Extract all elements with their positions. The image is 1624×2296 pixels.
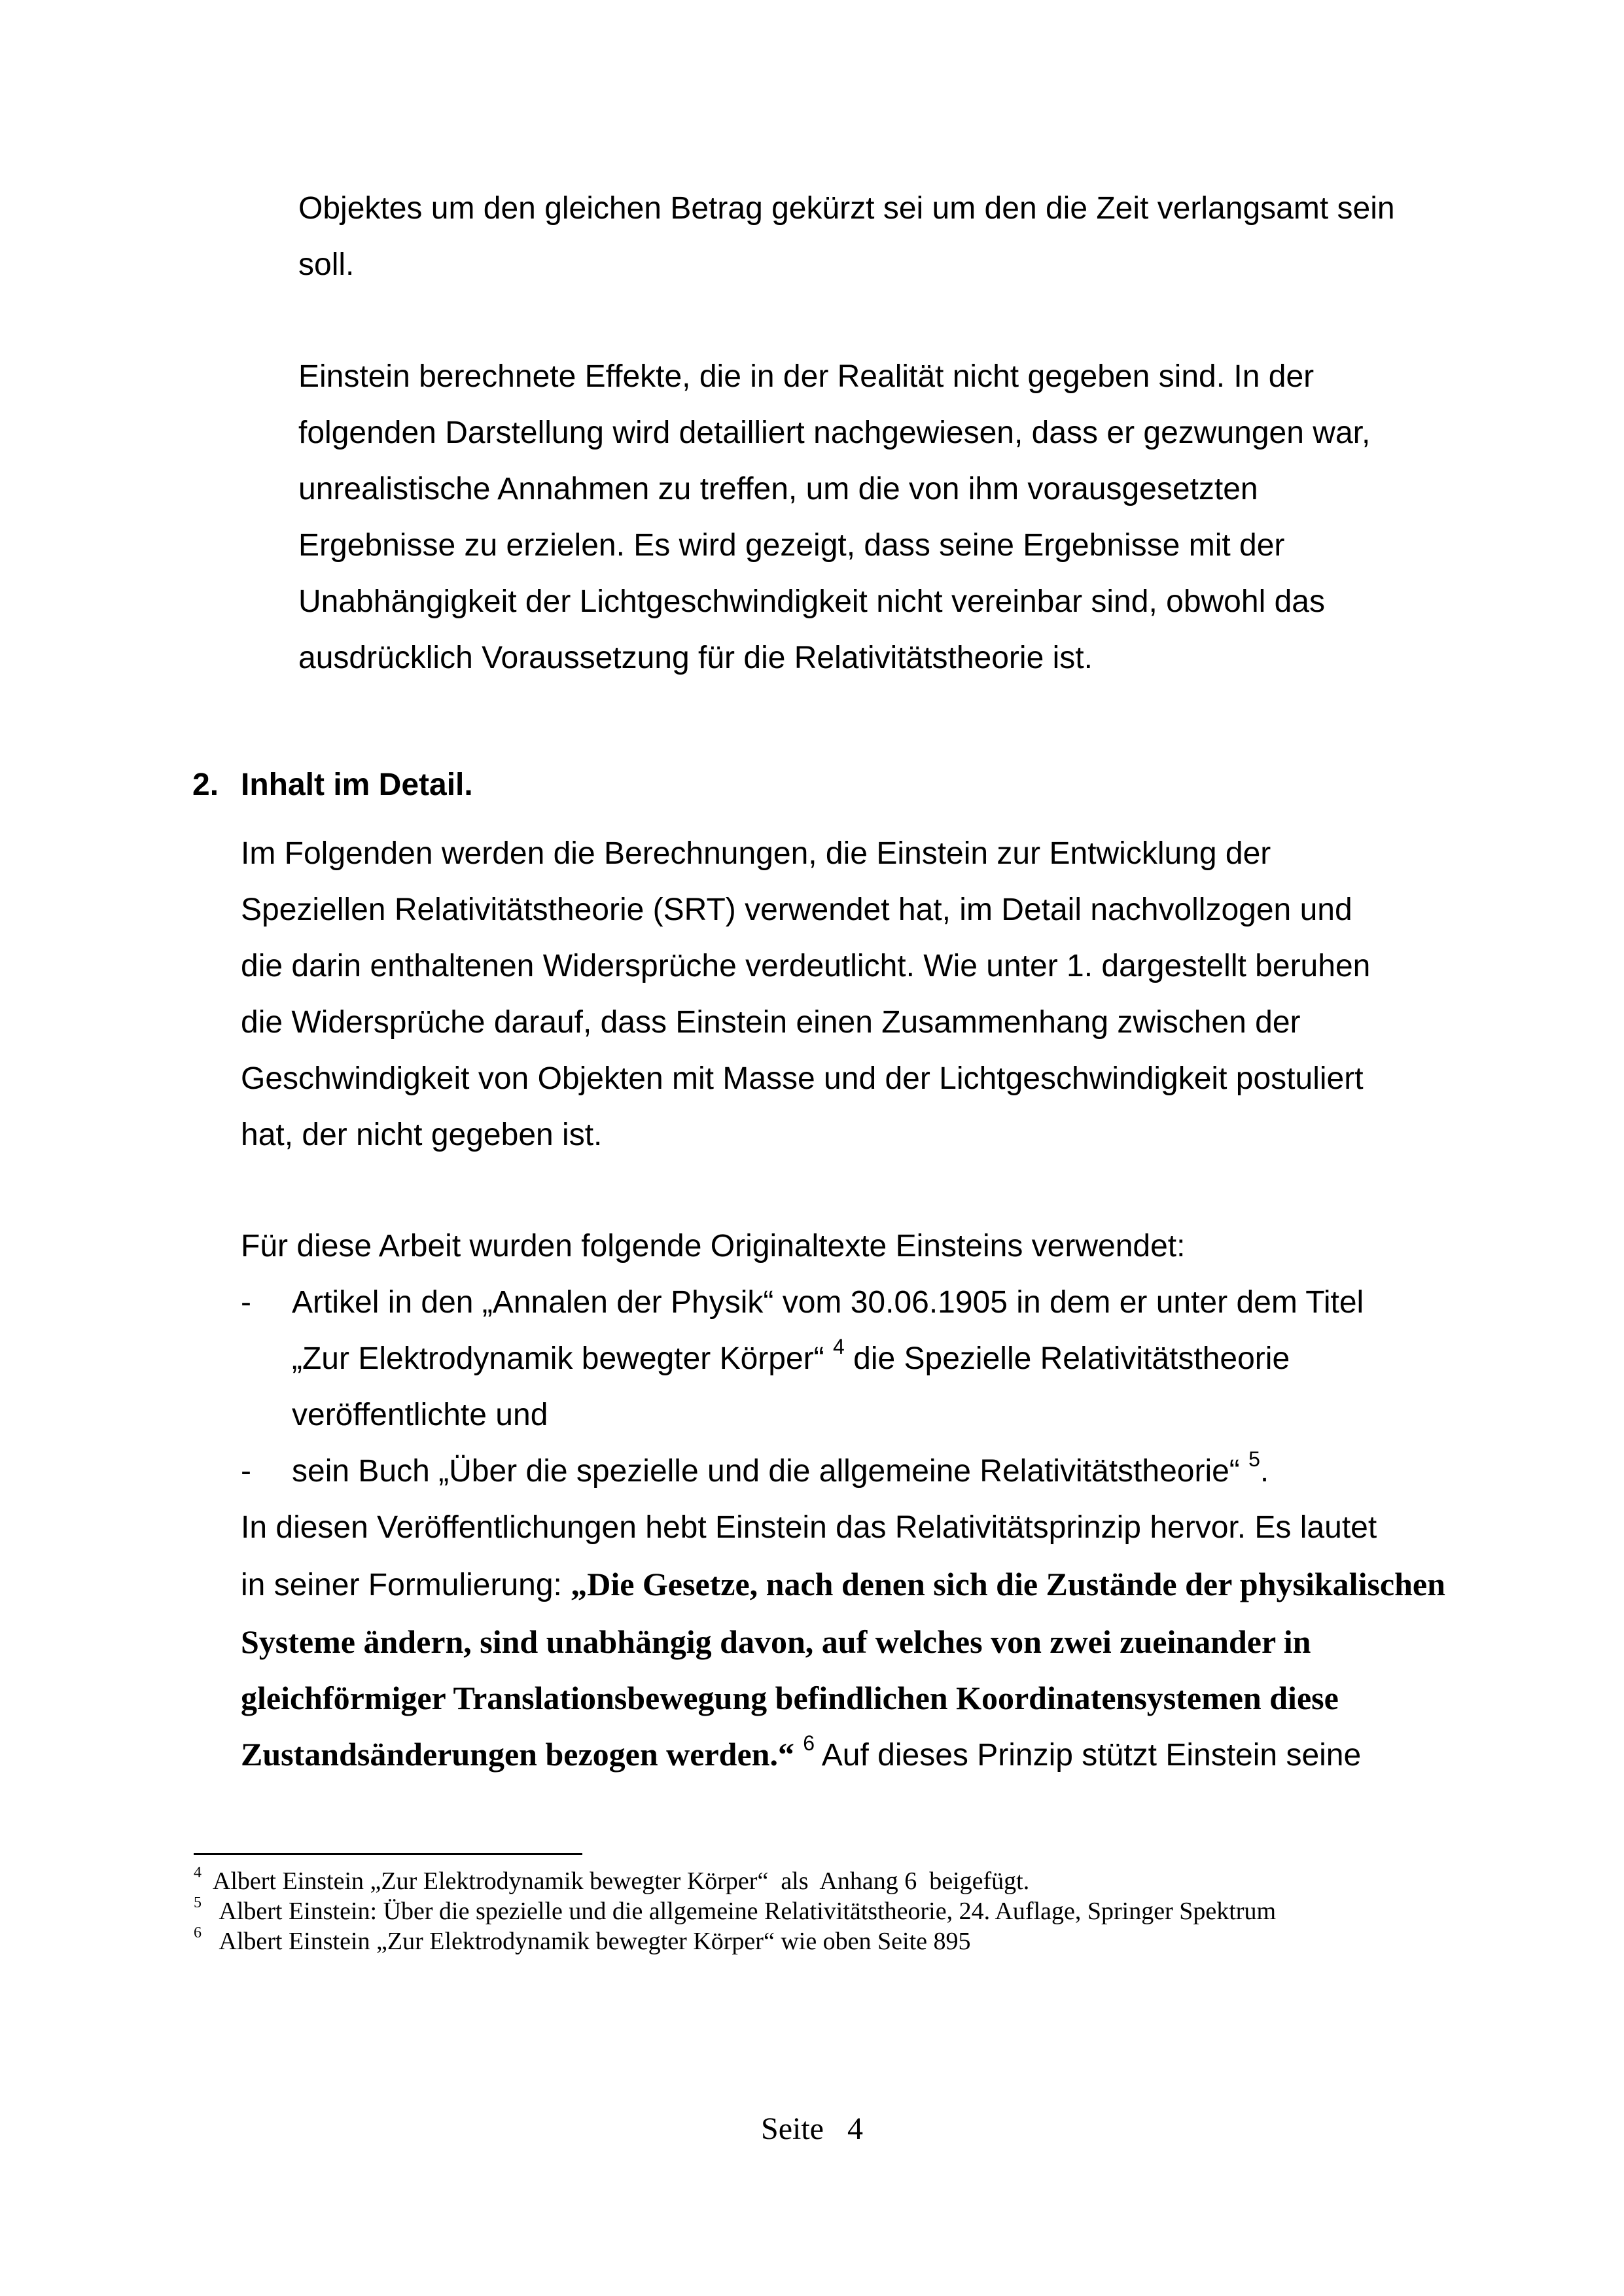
text-line: hat, der nicht gegeben ist. xyxy=(241,1118,603,1152)
footnote-ref: 6 xyxy=(803,1731,815,1755)
footnote-number: 5 xyxy=(194,1894,202,1912)
footnote-ref: 4 xyxy=(832,1335,845,1358)
sources-intro xyxy=(241,1218,1185,1275)
text-line: Geschwindigkeit von Objekten mit Masse und der Lichtgeschwindigkeit postuliert xyxy=(241,1061,1364,1096)
list-item xyxy=(241,1275,1549,1443)
text-fragment: „Zur Elektrodynamik bewegter Körper“ xyxy=(292,1341,824,1376)
text-line: Für diese Arbeit wurden folgende Originaltexte Einsteins verwendet: xyxy=(241,1229,1186,1263)
principle-paragraph xyxy=(241,1500,1445,1784)
quote-text: Systeme ändern, sind unabhängig davon, auf welches von zwei zueinander in xyxy=(241,1623,1311,1660)
text-line: Ergebnisse zu erzielen. Es wird gezeigt, dass seine Ergebnisse mit der xyxy=(298,528,1285,563)
text-line: Objektes um den gleichen Betrag gekürzt sei um den die Zeit verlangsamt sein xyxy=(298,191,1395,226)
section-number: 2. xyxy=(192,768,219,802)
bullet-dash: - xyxy=(241,1454,251,1489)
text-fragment: sein Buch „Über die spezielle und die allgemeine Relativitätstheorie“ xyxy=(292,1454,1249,1489)
text-line: In diesen Veröffentlichungen hebt Einstein das Relativitätsprinzip hervor. Es lautet xyxy=(241,1510,1377,1545)
text-line: unrealistische Annahmen zu treffen, um die von ihm vorausgesetzten xyxy=(298,472,1258,506)
text-line: folgenden Darstellung wird detailliert nachgewiesen, dass er gezwungen war, xyxy=(298,415,1371,450)
page-label: Seite xyxy=(761,2111,824,2146)
text-fragment: Auf dieses Prinzip stützt Einstein seine xyxy=(815,1738,1362,1773)
footnote-text: Albert Einstein „Zur Elektrodynamik bewegter Körper“ wie oben Seite 895 xyxy=(202,1928,971,1955)
text-line: veröffentlichte und xyxy=(292,1398,548,1432)
section-title: Inhalt im Detail. xyxy=(241,768,473,802)
footnote-separator xyxy=(194,1853,582,1855)
text-line xyxy=(292,1443,1269,1500)
text-line: ausdrücklich Voraussetzung für die Relativitätstheorie ist. xyxy=(298,641,1093,675)
text-line xyxy=(241,1556,1445,1614)
intro-paragraph-2 xyxy=(298,349,1370,686)
text-fragment: die Spezielle Relativitätstheorie xyxy=(844,1341,1290,1376)
footnote xyxy=(194,1866,1276,1896)
list-item xyxy=(241,1443,1549,1500)
page-footer xyxy=(0,2111,1624,2147)
text-line: Einstein berechnete Effekte, die in der Realität nicht gegeben sind. In der xyxy=(298,359,1315,394)
page-number: 4 xyxy=(847,2111,863,2146)
footnote-ref: 5 xyxy=(1248,1447,1260,1471)
text-line: die darin enthaltenen Widersprüche verdeutlicht. Wie unter 1. dargestellt beruhen xyxy=(241,949,1371,983)
text-line: Im Folgenden werden die Berechnungen, die Einstein zur Entwicklung der xyxy=(241,836,1271,871)
footnote-text: Albert Einstein: Über die spezielle und die allgemeine Relativitätstheorie, 24. Auflage, Springer Spektrum xyxy=(202,1898,1277,1925)
text-fragment: . xyxy=(1260,1454,1269,1489)
quote-text: gleichförmiger Translationsbewegung befindlichen Koordinatensystemen diese xyxy=(241,1680,1339,1716)
footnote xyxy=(194,1896,1276,1926)
section-paragraph-1 xyxy=(241,826,1370,1163)
text-line xyxy=(292,1331,1364,1387)
bullet-dash: - xyxy=(241,1285,251,1320)
footnote-number: 4 xyxy=(194,1864,202,1882)
footnote-text: Albert Einstein „Zur Elektrodynamik bewegter Körper“ als Anhang 6 beigefügt. xyxy=(202,1867,1030,1895)
footnote xyxy=(194,1926,1276,1956)
text-line: soll. xyxy=(298,247,355,282)
footnotes xyxy=(194,1866,1276,1956)
section-heading xyxy=(192,757,473,813)
quote-text: Zustandsänderungen bezogen werden.“ xyxy=(241,1736,794,1773)
text-fragment: in seiner Formulierung: xyxy=(241,1568,571,1602)
text-line: Artikel in den „Annalen der Physik“ vom 30.06.1905 in dem er unter dem Titel xyxy=(292,1285,1364,1320)
text-line: Speziellen Relativitätstheorie (SRT) verwendet hat, im Detail nachvollzogen und xyxy=(241,892,1352,927)
text-line xyxy=(241,1726,1445,1784)
intro-paragraph-1 xyxy=(298,181,1395,293)
text-line: Unabhängigkeit der Lichtgeschwindigkeit nicht vereinbar sind, obwohl das xyxy=(298,584,1325,619)
text-line: die Widersprüche darauf, dass Einstein einen Zusammenhang zwischen der xyxy=(241,1005,1301,1040)
quote-text: „Die Gesetze, nach denen sich die Zustände der physikalischen xyxy=(571,1566,1445,1602)
footnote-number: 6 xyxy=(194,1924,202,1942)
